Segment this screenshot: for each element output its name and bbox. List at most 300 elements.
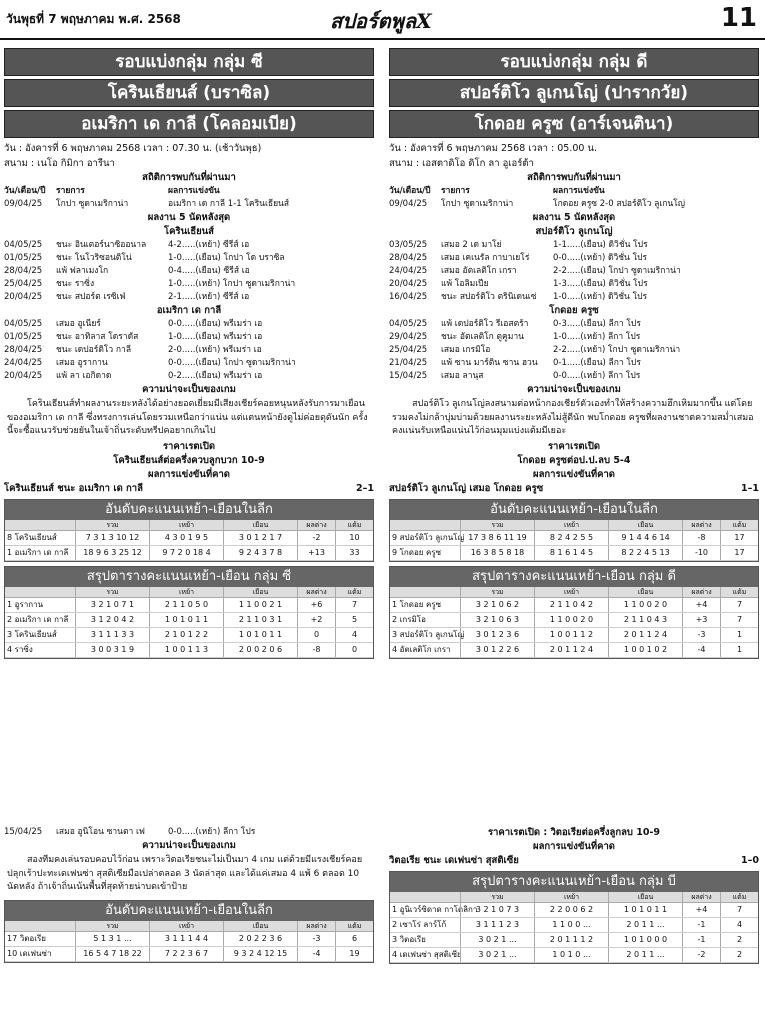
table-row xyxy=(390,933,758,948)
team-name: 3 สปอร์ติโว ลูเกนโญ่ xyxy=(392,629,465,639)
result-row xyxy=(389,331,759,344)
table-header xyxy=(390,892,758,903)
table-row xyxy=(5,932,373,947)
result-cell: โกปา ซูดาเมริกาน่า xyxy=(441,199,514,209)
result-cell: ชนะ อัตเลติโก ตูคูมาน xyxy=(441,332,524,342)
table-row xyxy=(5,598,373,613)
preview-text: โครินเธียนส์ทำผลงานระยะหลังได้อย่างยอดเยี่ยมมีเสียงเชียร์คอยหนุนหลังรับการมาเยือนของอเมริกา เด กาลี ซึ่งทรงการเล่นโดยรวมเหนือกว่าแน่น แต่แตนหน้ายังดูไม่ค่อยดุดันนัก ครั้งนี้จะซื้อแนวรับช่วยยันในเจ้าถิ่นระดับทรีปคอยากเกินไป xyxy=(7,399,368,436)
stat-cell: 2 1 1 0 3 1 xyxy=(223,613,297,627)
result-cell: ชนะ สปอร์ติโว ตรินิเดนเซ่ xyxy=(441,292,537,302)
header-cell: รวม xyxy=(460,520,534,530)
stat-cell: 18 9 6 3 25 12 xyxy=(75,546,149,560)
stat-cell: 3 1 1 1 3 3 xyxy=(75,628,149,642)
result-cell: 04/05/25 xyxy=(389,319,428,329)
team-name: 3 โครินเธียนส์ xyxy=(7,629,57,639)
h2h-title: สถิติการพบกันที่ผ่านมา xyxy=(142,172,236,183)
preview-title: ความน่าจะเป็นของเกม xyxy=(142,840,236,851)
stat-cell: 2 0 1 1 1 2 xyxy=(534,933,608,947)
team-name: 1 โกดอย ครูซ xyxy=(392,599,442,609)
team-name: 17 วิตอเรีย xyxy=(7,933,46,943)
result-row xyxy=(4,357,374,370)
stats-table xyxy=(389,566,759,659)
header-cell: รวม xyxy=(460,892,534,902)
stat-cell: 7 xyxy=(720,613,758,627)
stat-cell: 3 0 1 2 1 7 xyxy=(223,531,297,545)
stat-cell: -4 xyxy=(297,947,335,961)
header-cell: เหย้า xyxy=(534,520,608,530)
price-value: ราคาเรตเปิด : วิตอเรียต่อครึ่งลูกลบ 10-9 xyxy=(487,827,661,838)
header-cell: เหย้า xyxy=(534,892,608,902)
team-name: 1 อูนิเวร์ซิดาด กาโตลิกา xyxy=(392,905,478,914)
table-row xyxy=(5,546,373,561)
prediction-row xyxy=(389,482,759,495)
stat-cell: 2 2 0 0 6 2 xyxy=(534,903,608,917)
result-row xyxy=(389,239,759,252)
result-row xyxy=(4,370,374,383)
stat-cell: -1 xyxy=(682,918,720,932)
stat-cell: 3 0 2 1 ... xyxy=(460,948,534,962)
result-cell: 04/05/25 xyxy=(4,319,43,329)
stat-cell: 2 1 0 1 2 2 xyxy=(149,628,223,642)
header-cell: เหย้า xyxy=(534,587,608,597)
stat-cell: 9 3 2 4 12 15 xyxy=(223,947,297,961)
stat-cell: 2 0 1 1 ... xyxy=(608,918,682,932)
stat-cell: +2 xyxy=(297,613,335,627)
header-team xyxy=(390,892,460,902)
result-row xyxy=(4,331,374,344)
header-cell: แต้ม xyxy=(720,892,758,902)
stat-cell: 2 0 0 2 0 6 xyxy=(223,643,297,657)
team-name: 4 ราซิ่ง xyxy=(7,644,33,654)
header-team xyxy=(5,921,75,931)
team-name: 8 โครินเธียนส์ xyxy=(7,532,57,542)
result-cell: ชนะ ราซิ่ง xyxy=(56,279,95,289)
stat-cell: +3 xyxy=(682,613,720,627)
stat-cell: 9 1 4 4 6 14 xyxy=(608,531,682,545)
h2h-header xyxy=(389,185,759,198)
result-cell: ชนะ อินเตอร์นาซิออนาล xyxy=(56,240,147,250)
header-cell: แต้ม xyxy=(720,520,758,530)
header-cell: เหย้า xyxy=(149,520,223,530)
table-header xyxy=(390,520,758,531)
h2h-head-cell: รายการ xyxy=(56,186,85,196)
stat-cell: 9 7 2 0 18 4 xyxy=(149,546,223,560)
stat-cell: 17 3 8 6 11 19 xyxy=(460,531,534,545)
team-name: 4 เดเฟนซ่า สุสติเซีย xyxy=(392,950,462,959)
prediction-score: 1–0 xyxy=(741,855,759,866)
stat-cell: 10 xyxy=(335,531,373,545)
result-cell: เสมอ ลานุส xyxy=(441,371,484,381)
result-cell: 0-0.....(เหย้า) ลีกา โปร xyxy=(553,371,641,381)
header-cell: เยือน xyxy=(223,921,297,931)
team-name: 3 วิตอเรีย xyxy=(392,935,426,944)
stat-cell: +4 xyxy=(682,598,720,612)
result-row xyxy=(389,318,759,331)
match-time: วัน : อังคารที่ 6 พฤษภาคม 2568 เวลา : 07.30 น. (เช้าวันพุธ) xyxy=(4,143,262,154)
stat-cell: -3 xyxy=(297,932,335,946)
stat-cell: 17 xyxy=(720,531,758,545)
h2h-head-cell: วัน/เดือน/ปี xyxy=(4,186,46,196)
team-name: 9 โกดอย ครูซ xyxy=(392,547,442,557)
result-row xyxy=(4,239,374,252)
result-cell: เสมอ อูรากาน xyxy=(56,358,108,368)
preview-title: ความน่าจะเป็นของเกม xyxy=(142,384,236,395)
table-row xyxy=(390,643,758,658)
h2h-head-cell: ผลการแข่งขัน xyxy=(168,186,220,196)
stats-table xyxy=(4,566,374,659)
result-row xyxy=(4,278,374,291)
stat-cell: 3 2 1 0 7 1 xyxy=(75,598,149,612)
stat-cell: -2 xyxy=(297,531,335,545)
header-bar: อเมริกา เด กาลี (โคลอมเบีย) xyxy=(4,110,374,138)
table-row xyxy=(390,531,758,546)
stat-cell: 1 0 0 1 0 2 xyxy=(608,643,682,657)
result-cell: เสมอ อูนิโอน ซานตา เฟ xyxy=(56,827,145,837)
result-cell: 09/04/25 xyxy=(389,199,428,209)
stat-cell: 5 1 3 1 ... xyxy=(75,932,149,946)
right-column xyxy=(389,48,759,659)
predict-title: ผลการแข่งขันที่คาด xyxy=(533,841,615,852)
h2h-header xyxy=(4,185,374,198)
team-name: 2 เกรมิโอ xyxy=(392,614,426,624)
price-title: ราคาเรตเปิด xyxy=(162,440,216,452)
result-cell: 24/04/25 xyxy=(389,266,428,276)
header-cell: แต้ม xyxy=(335,921,373,931)
table-header xyxy=(390,587,758,598)
stat-cell: 3 0 0 3 1 9 xyxy=(75,643,149,657)
table-header xyxy=(5,921,373,932)
stat-cell: 1 1 0 0 ... xyxy=(534,918,608,932)
team2-name: อเมริกา เด กาลี xyxy=(156,305,222,316)
result-cell: 21/04/25 xyxy=(389,358,428,368)
stat-cell: 1 0 1 0 1 1 xyxy=(608,903,682,917)
header-cell: รวม xyxy=(75,921,149,931)
stat-cell: 19 xyxy=(335,947,373,961)
header-cell: เยือน xyxy=(608,520,682,530)
stat-cell: +4 xyxy=(682,903,720,917)
stat-cell: -3 xyxy=(682,628,720,642)
predict-title: ผลการแข่งขันที่คาด xyxy=(148,468,230,480)
header-cell: รวม xyxy=(460,587,534,597)
result-cell: 20/04/25 xyxy=(4,292,43,302)
table-row xyxy=(5,643,373,658)
stat-cell: 0 xyxy=(335,643,373,657)
stat-cell: 7 3 1 3 10 12 xyxy=(75,531,149,545)
result-cell: 01/05/25 xyxy=(4,253,43,263)
prediction-row xyxy=(389,854,759,867)
table-title: อันดับคะแนนเหย้า-เยือนในลีก xyxy=(5,901,373,921)
stat-cell: -4 xyxy=(682,643,720,657)
result-cell: 0-1.....(เยือน) ลีกา โปร xyxy=(553,358,641,368)
h2h-head-cell: ผลการแข่งขัน xyxy=(553,186,605,196)
result-cell: 1-0.....(เหย้า) ดิวิชั่น โปร xyxy=(553,292,648,302)
result-cell: โกดอย ครูซ 2-0 สปอร์ติโว ลูเกนโญ่ xyxy=(553,199,686,209)
stat-cell: 7 xyxy=(335,598,373,612)
stat-cell: 3 1 1 1 4 4 xyxy=(149,932,223,946)
result-row xyxy=(389,344,759,357)
header-bar: สปอร์ติโว ลูเกนโญ่ (ปารากวัย) xyxy=(389,79,759,107)
stat-cell: -2 xyxy=(682,948,720,962)
result-row xyxy=(389,198,759,211)
result-cell: 0-2.....(เยือน) พรีเมร่า เอ xyxy=(168,371,263,381)
stat-cell: 2 xyxy=(720,933,758,947)
stat-cell: 9 2 4 3 7 8 xyxy=(223,546,297,560)
stat-cell: 1 xyxy=(720,643,758,657)
table-title: สรุปตารางคะแนนเหย้า-เยือน กลุ่ม บี xyxy=(390,872,758,892)
header-cell: เยือน xyxy=(223,587,297,597)
header-team xyxy=(5,587,75,597)
team-name: 2 เซาโร่ ลาร์โก้ xyxy=(392,920,447,929)
result-row xyxy=(389,265,759,278)
team2-name: โกดอย ครูซ xyxy=(549,305,599,316)
header-bar: โกดอย ครูซ (อาร์เจนตินา) xyxy=(389,110,759,138)
result-cell: 2-1.....(เหย้า) ซีรีส์ เอ xyxy=(168,292,250,302)
result-cell: ชนะ อาทิลาส โดราดัส xyxy=(56,332,139,342)
table-row xyxy=(390,546,758,561)
result-row xyxy=(4,291,374,304)
stat-cell: 1 0 1 0 0 0 xyxy=(608,933,682,947)
result-cell: 15/04/25 xyxy=(4,827,43,837)
stat-cell: 6 xyxy=(335,932,373,946)
header-cell: ผลต่าง xyxy=(297,921,335,931)
stat-cell: 4 xyxy=(335,628,373,642)
team-name: 9 สปอร์ติโว ลูเกนโญ่ xyxy=(392,532,465,542)
page-number: 11 xyxy=(720,3,757,33)
stat-cell: 3 0 1 2 3 6 xyxy=(460,628,534,642)
header-bar: รอบแบ่งกลุ่ม กลุ่ม ซี xyxy=(4,48,374,76)
table-row xyxy=(390,613,758,628)
result-cell: 29/04/25 xyxy=(389,332,428,342)
stat-cell: 2 1 1 0 4 3 xyxy=(608,613,682,627)
result-cell: 1-0.....(เยือน) พรีเมร่า เอ xyxy=(168,332,263,342)
table-header xyxy=(5,587,373,598)
header-cell: เยือน xyxy=(608,892,682,902)
stat-cell: 1 1 0 0 2 1 xyxy=(223,598,297,612)
stat-cell: 3 1 1 1 2 3 xyxy=(460,918,534,932)
last5-title: ผลงาน 5 นัดหลังสุด xyxy=(147,212,231,223)
team-name: 10 เดเฟนซ่า xyxy=(7,948,52,958)
result-cell: 24/04/25 xyxy=(4,358,43,368)
stat-cell: 16 5 4 7 18 22 xyxy=(75,947,149,961)
match-time: วัน : อังคารที่ 6 พฤษภาคม 2568 เวลา : 05.00 น. xyxy=(389,143,597,154)
team-name: 2 อเมริกา เด กาลี xyxy=(7,614,69,624)
result-cell: เสมอ 2 เด มาโย่ xyxy=(441,240,502,250)
stat-cell: 5 xyxy=(335,613,373,627)
header-cell: แต้ม xyxy=(335,520,373,530)
table-title: อันดับคะแนนเหย้า-เยือนในลีก xyxy=(5,500,373,520)
result-row xyxy=(389,370,759,383)
header-cell: รวม xyxy=(75,520,149,530)
team-name: 1 อเมริกา เด กาลี xyxy=(7,547,69,557)
header-cell: เยือน xyxy=(608,587,682,597)
stat-cell: 2 1 1 0 4 2 xyxy=(534,598,608,612)
last5-title: ผลงาน 5 นัดหลังสุด xyxy=(532,212,616,223)
result-cell: 0-4.....(เยือน) ซีรีส์ เอ xyxy=(168,266,250,276)
result-cell: 20/04/25 xyxy=(389,279,428,289)
stat-cell: 1 0 0 1 1 2 xyxy=(534,628,608,642)
result-cell: เสมอ อัตเลติโก เกรา xyxy=(441,266,517,276)
table-row xyxy=(5,613,373,628)
result-cell: เสมอ เกรมิโอ xyxy=(441,345,491,355)
result-cell: แพ้ ซาน มาร์ติน ซาน ฮวน xyxy=(441,358,538,368)
prediction-text: วิตอเรีย ชนะ เดเฟนซ่า สุสติเซีย xyxy=(389,855,519,866)
price-value: โครินเธียนส์ต่อครึ่งควบลูกบวก 10-9 xyxy=(113,454,265,466)
stat-cell: 8 2 2 4 5 13 xyxy=(608,546,682,560)
result-cell: แพ้ ลา เอกิดาด xyxy=(56,371,112,381)
stat-cell: 7 2 2 3 6 7 xyxy=(149,947,223,961)
header-cell: เหย้า xyxy=(149,587,223,597)
header-cell: ผลต่าง xyxy=(682,520,720,530)
stat-cell: 17 xyxy=(720,546,758,560)
result-cell: 28/04/25 xyxy=(389,253,428,263)
result-row xyxy=(4,265,374,278)
result-cell: 0-0.....(เหย้า) ลีกา โปร xyxy=(168,827,256,837)
result-cell: ชนะ เดปอร์ติโว กาลี xyxy=(56,345,132,355)
stat-cell: 2 0 1 1 ... xyxy=(608,948,682,962)
h2h-title: สถิติการพบกันที่ผ่านมา xyxy=(527,172,621,183)
stat-cell: -1 xyxy=(682,933,720,947)
preview-text: สปอร์ติโว ลูเกนโญ่ลงสนามต่อหน้ากองเชียร์ตัวเองทำให้สร้างความฮึกเหิมมากขึ้น แต่โดยรวมคงไม่กล้าบุ่มบ่ามด้วยผลงานระยะหลังไม่สู้ดีนัก พบโกดอย ครูซที่ผลงานชาตความสม่ำเสมอคงแน่นรับเหนือแน่นไว้ก่อนมุมแบ่งแต้มมีเยอะ xyxy=(392,399,754,436)
stat-cell: 8 1 6 1 4 5 xyxy=(534,546,608,560)
stat-cell: 0 xyxy=(297,628,335,642)
stat-cell: 1 1 0 0 2 0 xyxy=(608,598,682,612)
table-title: สรุปตารางคะแนนเหย้า-เยือน กลุ่ม ซี xyxy=(5,567,373,587)
stat-cell: 2 0 1 1 2 4 xyxy=(534,643,608,657)
result-cell: 03/05/25 xyxy=(389,240,428,250)
stats-table xyxy=(4,900,374,963)
result-cell: 25/04/25 xyxy=(389,345,428,355)
header-team xyxy=(390,587,460,597)
stat-cell: 4 xyxy=(720,918,758,932)
result-cell: 1-0.....(เหย้า) ลีกา โปร xyxy=(553,332,641,342)
header-bar: โครินเธียนส์ (บราซิล) xyxy=(4,79,374,107)
result-cell: 15/04/25 xyxy=(389,371,428,381)
stat-cell: 1 xyxy=(720,628,758,642)
table-title: อันดับคะแนนเหย้า-เยือนในลีก xyxy=(390,500,758,520)
prediction-score: 1–1 xyxy=(741,482,759,494)
stat-cell: 33 xyxy=(335,546,373,560)
table-row xyxy=(390,903,758,918)
price-value: โกดอย ครูซต่อป.ป.ลบ 5-4 xyxy=(517,454,631,466)
stats-table xyxy=(4,499,374,562)
stat-cell: 7 xyxy=(720,598,758,612)
prediction-text: โครินเธียนส์ ชนะ อเมริกา เด กาลี xyxy=(4,482,143,494)
result-cell: 2-0.....(เหย้า) พรีเมร่า เอ xyxy=(168,345,262,355)
stat-cell: 3 2 1 0 7 3 xyxy=(460,903,534,917)
match-venue: สนาม : เนโอ กิมิกา อารีนา xyxy=(4,158,115,169)
stat-cell: 16 3 8 5 8 18 xyxy=(460,546,534,560)
stat-cell: 1 0 0 1 1 3 xyxy=(149,643,223,657)
header-team xyxy=(390,520,460,530)
header-cell: ผลต่าง xyxy=(682,892,720,902)
result-cell: 01/05/25 xyxy=(4,332,43,342)
result-cell: 0-3.....(เยือน) ลีกา โปร xyxy=(553,319,641,329)
result-cell: 1-1.....(เยือน) ดิวิชั่น โปร xyxy=(553,240,648,250)
result-cell: แพ้ ฟลาเมงโก xyxy=(56,266,109,276)
stat-cell: 1 1 0 0 2 0 xyxy=(534,613,608,627)
team1-name: สปอร์ติโว ลูเกนโญ่ xyxy=(535,226,613,237)
stat-cell: 2 0 2 2 3 6 xyxy=(223,932,297,946)
result-cell: 16/04/25 xyxy=(389,292,428,302)
stat-cell: 2 0 1 1 2 4 xyxy=(608,628,682,642)
result-cell: 04/05/25 xyxy=(4,240,43,250)
result-cell: 2-2.....(เหย้า) โกปา ซูดาเมริกาน่า xyxy=(553,345,681,355)
header-cell: ผลต่าง xyxy=(297,520,335,530)
stat-cell: -8 xyxy=(297,643,335,657)
result-cell: 0-0.....(เยือน) พรีเมร่า เอ xyxy=(168,319,263,329)
result-cell: 20/04/25 xyxy=(4,371,43,381)
result-cell: 25/04/25 xyxy=(4,279,43,289)
result-cell: 2-2.....(เยือน) โกปา ซูดาเมริกาน่า xyxy=(553,266,681,276)
h2h-head-cell: รายการ xyxy=(441,186,470,196)
masthead xyxy=(0,0,765,40)
result-cell: 0-0.....(เยือน) โกปา ซูดาเมริกาน่า xyxy=(168,358,296,368)
stat-cell: 3 0 2 1 ... xyxy=(460,933,534,947)
stat-cell: 2 xyxy=(720,948,758,962)
prediction-text: สปอร์ติโว ลูเกนโญ่ เสมอ โกดอย ครูซ xyxy=(389,482,544,494)
stat-cell: 1 0 1 0 1 1 xyxy=(149,613,223,627)
stat-cell: 4 3 0 1 9 5 xyxy=(149,531,223,545)
header-cell: เหย้า xyxy=(149,921,223,931)
result-cell: 0-0.....(เหย้า) ดิวิชั่น โปร xyxy=(553,253,648,263)
stat-cell: 1 0 1 0 ... xyxy=(534,948,608,962)
result-row xyxy=(389,357,759,370)
header-cell: ผลต่าง xyxy=(297,587,335,597)
result-row xyxy=(389,278,759,291)
result-row xyxy=(4,344,374,357)
result-cell: ชนะ สปอร์ต เรซิเฟ่ xyxy=(56,292,126,302)
result-cell: 1-0.....(เยือน) โกปา โด บราซิล xyxy=(168,253,285,263)
stat-cell: -8 xyxy=(682,531,720,545)
result-cell: อเมริกา เด กาลี 1-1 โครินเธียนส์ xyxy=(168,199,290,209)
header-cell: ผลต่าง xyxy=(682,587,720,597)
prediction-row xyxy=(4,482,374,495)
result-cell: 1-0.....(เหย้า) โกปา ซูดาเมริกาน่า xyxy=(168,279,296,289)
table-row xyxy=(5,947,373,962)
result-cell: โกปา ซูดาเมริกาน่า xyxy=(56,199,129,209)
price-title: ราคาเรตเปิด xyxy=(547,440,601,452)
stat-cell: +6 xyxy=(297,598,335,612)
stat-cell: 3 1 2 0 4 2 xyxy=(75,613,149,627)
h2h-head-cell: วัน/เดือน/ปี xyxy=(389,186,431,196)
brand-logo: สปอร์ตพูลX xyxy=(330,9,432,33)
stat-cell: 1 0 1 0 1 1 xyxy=(223,628,297,642)
stats-table xyxy=(389,871,759,964)
header-cell: แต้ม xyxy=(335,587,373,597)
table-row xyxy=(5,531,373,546)
match-venue: สนาม : เอสตาดิโอ ดิโก ลา อูเอร์ต้า xyxy=(389,158,534,169)
header-cell: รวม xyxy=(75,587,149,597)
lower-left-section xyxy=(4,826,374,963)
table-row xyxy=(390,598,758,613)
result-cell: 4-2.....(เหย้า) ซีรีส์ เอ xyxy=(168,240,250,250)
preview-text: สองทีมคงเล่นรอบคอบไว้ก่อน เพราะวิตอเรียชนะไม่เป็นมา 4 เกม แต่ด้วยมีแรงเชียร์คอยปลุกเร้าปะทะเดเฟนซ่า สุสติเซียมือเปล่าตลอด 3 นัดล่าสุด และได้แค่เสมอ 4 แพ้ 6 ตลอด 10 นัดหลัง ถ้าเจ้าถิ่นเน้นพื้นที่สุดท้ายน่าบดเข้าป้าย xyxy=(7,855,363,892)
table-row xyxy=(390,628,758,643)
left-column xyxy=(4,48,374,659)
team1-name: โครินเธียนส์ xyxy=(164,226,214,237)
result-row xyxy=(389,291,759,304)
result-row xyxy=(389,252,759,265)
result-cell: ชนะ โนโวริซอนติโน่ xyxy=(56,253,132,263)
stats-table xyxy=(389,499,759,562)
table-row xyxy=(390,918,758,933)
result-row xyxy=(4,318,374,331)
stat-cell: 8 2 4 2 5 5 xyxy=(534,531,608,545)
stat-cell: 7 xyxy=(720,903,758,917)
stat-cell: 3 2 1 0 6 3 xyxy=(460,613,534,627)
stat-cell: 3 0 1 2 2 6 xyxy=(460,643,534,657)
predict-title: ผลการแข่งขันที่คาด xyxy=(533,468,615,480)
